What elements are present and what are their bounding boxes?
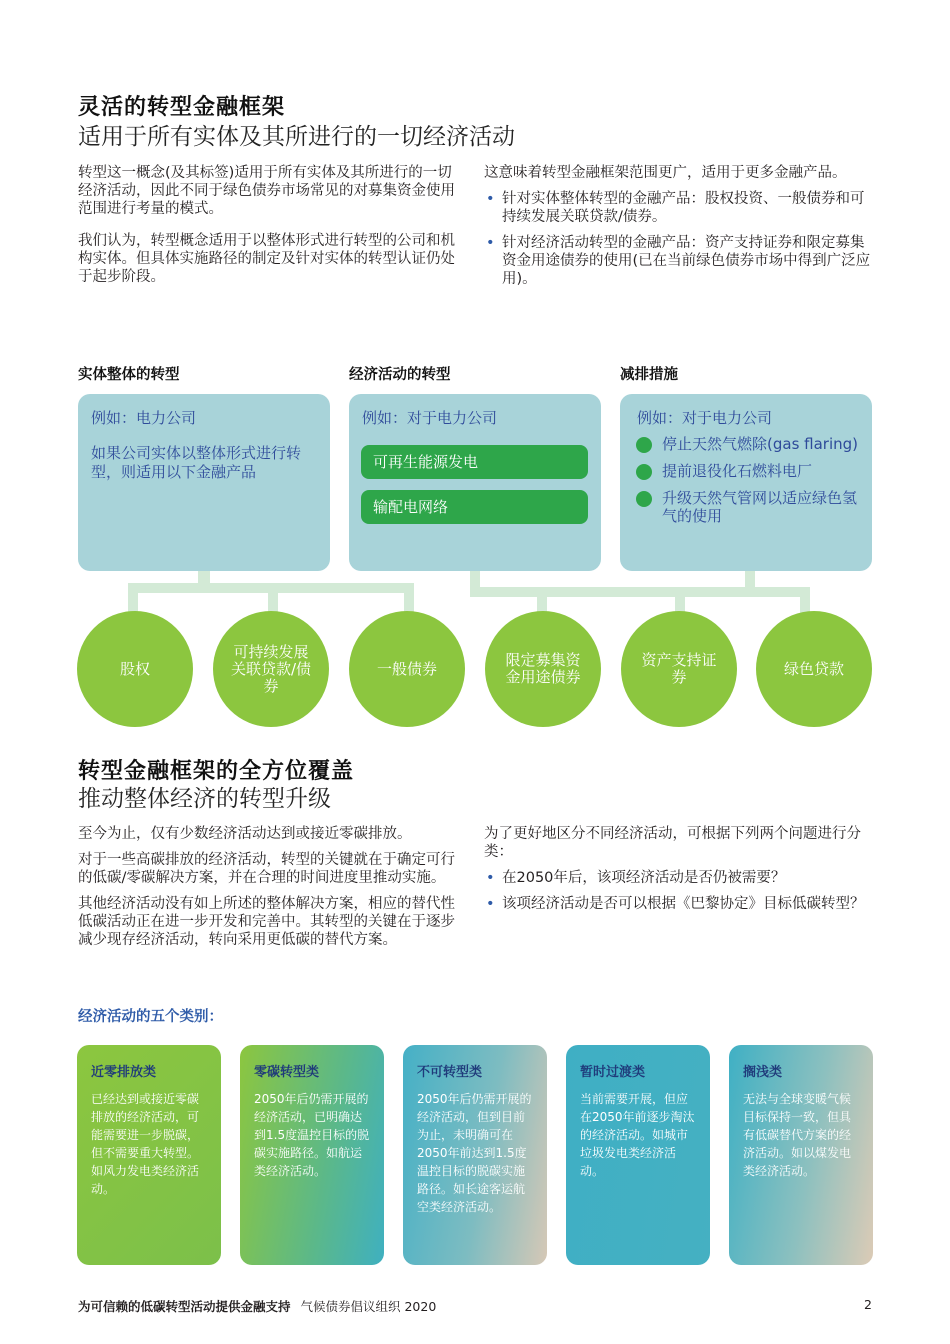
diagram-heading-measures: 减排措施: [620, 367, 678, 383]
section2-left-text: [78, 825, 466, 957]
category-body: 2050年后仍需开展的经济活动，但到目前为止，未明确可在2050年前达到1.5度温控目标的脱碳实施路径。如长途客运航空类经济活动。: [417, 1092, 532, 1214]
connector-line: [128, 583, 138, 613]
entity-transition-box: [78, 394, 330, 571]
activity-pill: 可再生能源发电: [361, 445, 588, 479]
category-title: 不可转型类: [417, 1065, 483, 1080]
category-card: [240, 1045, 384, 1265]
connector-line: [800, 587, 810, 613]
category-card: [77, 1045, 221, 1265]
example-label: 例如：对于电力公司: [362, 409, 498, 427]
green-dot-icon: [636, 491, 652, 507]
bullet-icon: •: [486, 870, 495, 886]
bullet-icon: •: [486, 235, 495, 251]
example-label: 例如：电力公司: [91, 409, 197, 427]
category-title: 近零排放类: [91, 1065, 157, 1080]
product-circle: 绿色贷款: [756, 611, 872, 727]
connector-line: [675, 587, 685, 613]
paragraph: 至今为止，仅有少数经济活动达到或接近零碳排放。: [78, 826, 412, 842]
list-item: 升级天然气管网以适应绿色氢气的使用: [636, 489, 858, 525]
example-label: 例如：对于电力公司: [637, 409, 773, 427]
footer: [78, 1297, 436, 1315]
green-dot-icon: [636, 464, 652, 480]
category-body: 已经达到或接近零碳排放的经济活动，可能需要进一步脱碳，但不需要重大转型。如风力发电类经济活动。: [91, 1092, 200, 1196]
entity-description: 如果公司实体以整体形式进行转型，则适用以下金融产品: [91, 444, 302, 481]
green-dot-icon: [636, 437, 652, 453]
category-body: 当前需要开展，但应在2050年前逐步淘汰的经济活动。如城市垃圾发电类经济活动。: [580, 1092, 695, 1178]
emission-measures-box: [620, 394, 872, 571]
product-circle: 可持续发展关联贷款/债券: [213, 611, 329, 727]
connector-line: [268, 583, 278, 613]
section1-left-text: [78, 164, 466, 300]
category-card: [566, 1045, 710, 1265]
paragraph: 转型这一概念(及其标签)适用于所有实体及其所进行的一切经济活动，因此不同于绿色债券市场常见的对募集资金使用范围进行考量的模式。: [78, 165, 455, 217]
connector-line: [470, 587, 810, 597]
category-title: 搁浅类: [743, 1065, 783, 1080]
category-card: [403, 1045, 547, 1265]
bullet-icon: •: [486, 896, 495, 912]
category-title: 暂时过渡类: [580, 1065, 646, 1080]
paragraph: 对于一些高碳排放的经济活动，转型的关键就在于确定可行的低碳/零碳解决方案，并在合理的时间进度里推动实施。: [78, 852, 455, 886]
category-card: [729, 1045, 873, 1265]
section2-title: 转型金融框架的全方位覆盖: [78, 759, 355, 784]
bullet-list: [484, 190, 874, 288]
connector-line: [404, 583, 414, 613]
section2-subtitle: 推动整体经济的转型升级: [78, 786, 331, 812]
bullet-list: [484, 869, 874, 913]
list-item: • 该项经济活动是否可以根据《巴黎协定》目标低碳转型？: [486, 896, 865, 912]
paragraph: 这意味着转型金融框架范围更广，适用于更多金融产品。: [484, 165, 847, 181]
list-item: • 针对经济活动转型的金融产品：资产支持证券和限定募集资金用途债券的使用(已在当前绿色债券市场中得到广泛应用)。: [486, 235, 871, 287]
measures-list: [636, 435, 858, 534]
list-item: • 在2050年后，该项经济活动是否仍被需要？: [486, 870, 786, 886]
category-title: 零碳转型类: [254, 1065, 320, 1080]
footer-org: 气候债券倡议组织 2020: [300, 1299, 437, 1314]
footer-title: 为可信赖的低碳转型活动提供金融支持: [78, 1299, 291, 1314]
product-circle: 资产支持证券: [621, 611, 737, 727]
section2-right-text: [484, 825, 874, 921]
connector-line: [537, 587, 547, 613]
category-body: 无法与全球变暖气候目标保持一致，但具有低碳替代方案的经济活动。如以煤发电类经济活动。: [743, 1092, 852, 1178]
section1-subtitle: 适用于所有实体及其所进行的一切经济活动: [78, 124, 515, 150]
product-circle: 限定募集资金用途债券: [485, 611, 601, 727]
section1-title: 灵活的转型金融框架: [78, 95, 286, 120]
diagram-heading-activity: 经济活动的转型: [349, 367, 451, 383]
category-body: 2050年后仍需开展的经济活动，已明确达到1.5度温控目标的脱碳实施路径。如航运类经济活动。: [254, 1092, 370, 1178]
paragraph: 其他经济活动没有如上所述的整体解决方案，相应的替代性低碳活动正在进一步开发和完善中。其转型的关键在于逐步减少现存经济活动，转向采用更低碳的替代方案。: [78, 896, 455, 948]
product-circle: 一般债券: [349, 611, 465, 727]
section1-right-text: [484, 164, 874, 296]
diagram-heading-entity: 实体整体的转型: [78, 367, 180, 383]
list-item: • 针对实体整体转型的金融产品：股权投资、一般债券和可持续发展关联贷款/债券。: [486, 191, 865, 225]
categories-heading: 经济活动的五个类别：: [78, 1009, 223, 1025]
activity-pill: 输配电网络: [361, 490, 588, 524]
activity-transition-box: [349, 394, 601, 571]
product-circle: 股权: [77, 611, 193, 727]
list-item: 提前退役化石燃料电厂: [636, 462, 858, 480]
bullet-icon: •: [486, 191, 495, 207]
paragraph: 为了更好地区分不同经济活动，可根据下列两个问题进行分类：: [484, 826, 861, 860]
page-number: 2: [864, 1297, 872, 1312]
paragraph: 我们认为，转型概念适用于以整体形式进行转型的公司和机构实体。但具体实施路径的制定及针对实体的转型认证仍处于起步阶段。: [78, 233, 455, 285]
list-item: 停止天然气燃除(gas flaring): [636, 435, 858, 453]
